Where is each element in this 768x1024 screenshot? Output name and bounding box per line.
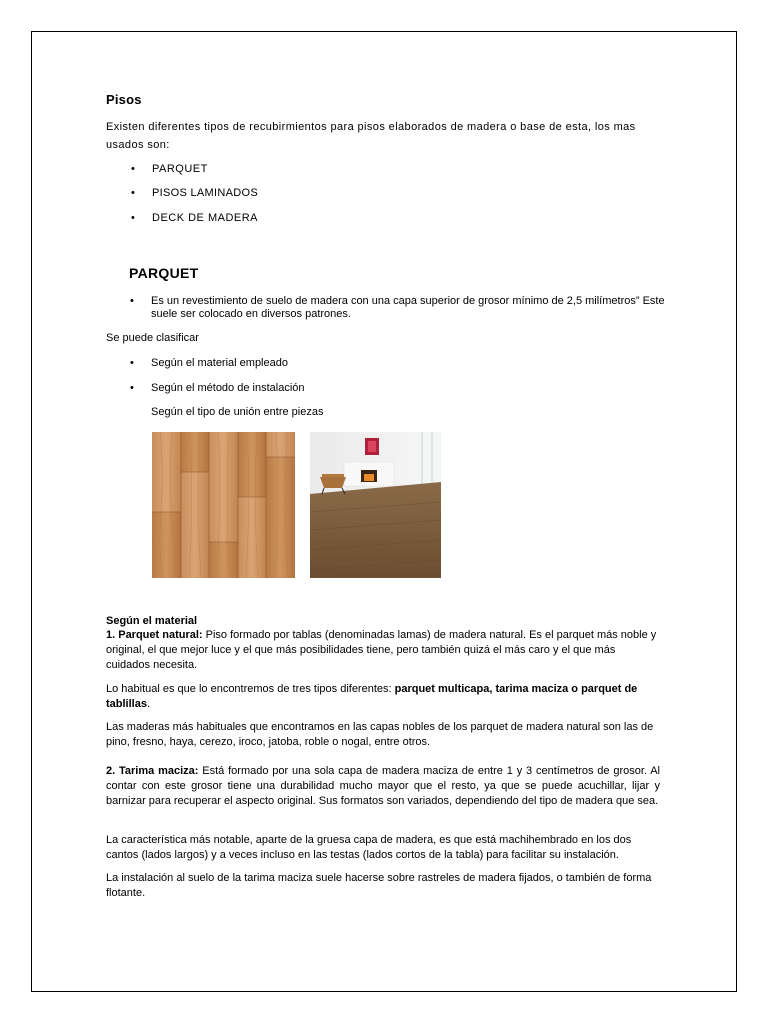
list-item: • Según el material empleado — [130, 357, 288, 369]
wood-planks-image — [152, 432, 295, 578]
parquet-room-image — [310, 432, 441, 578]
list-item: • PARQUET — [131, 163, 208, 175]
intro-paragraph: Existen diferentes tipos de recubirmientos para pisos elaborados de madera o base de esta, los mas usados son: — [106, 121, 636, 151]
list-item: • DECK DE MADERA — [131, 212, 259, 224]
parquet-description: • Es un revestimiento de suelo de madera con una capa superior de grosor mínimo de 2,5 milímetros” Este suele ser colocado en diversos patrones. — [130, 295, 665, 320]
list-item: • Según el método de instalación — [130, 382, 305, 394]
heading-pisos: Pisos — [106, 92, 142, 107]
paragraph-installation: La instalación al suelo de la tarima maciza suele hacerse sobre rastreles de madera fijados, o también de forma flotante. — [106, 872, 652, 899]
paragraph-characteristic: La característica más notable, aparte de la gruesa capa de madera, es que está machihembrado en los dos cantos (lados largos) y a veces incluso en las testas (lados cortos de la tabla) para facilitar su instalación. — [106, 834, 632, 861]
paragraph-three-types: Lo habitual es que lo encontremos de tres tipos diferentes: parquet multicapa, tarima maciza o parquet de tablillas. — [106, 683, 638, 710]
list-item: • PISOS LAMINADOS — [131, 187, 258, 199]
classify-intro: Se puede clasificar — [106, 332, 199, 344]
list-item-plain: Según el tipo de unión entre piezas — [151, 406, 324, 418]
paragraph-tarima-maciza: 2. Tarima maciza: Está formado por una sola capa de madera maciza de entre 1 y 3 centímetros de grosor. Al contar con este grosor tiene una durabilidad mucho mayor que el resto, ya que se puede acuchillar, lijar y barnizar para recuperar el aspecto original. Sus formatos son variados, dependiendo del tipo de madera que sea. — [106, 765, 660, 807]
section-material-heading: Según el material — [106, 615, 198, 627]
paragraph-parquet-natural: 1. Parquet natural: Piso formado por tablas (denominadas lamas) de madera natural. Es el parquet más noble y original, el que mejor luce y el que más posibilidades tiene, pero también quizá el más caro y el que más cuidados necesita. — [106, 629, 657, 671]
paragraph-woods: Las maderas más habituales que encontramos en las capas nobles de los parquet de madera natural son las de pino, fresno, haya, cerezo, iroco, jatoba, roble o nogal, entre otros. — [106, 721, 654, 748]
heading-parquet: PARQUET — [129, 265, 199, 281]
